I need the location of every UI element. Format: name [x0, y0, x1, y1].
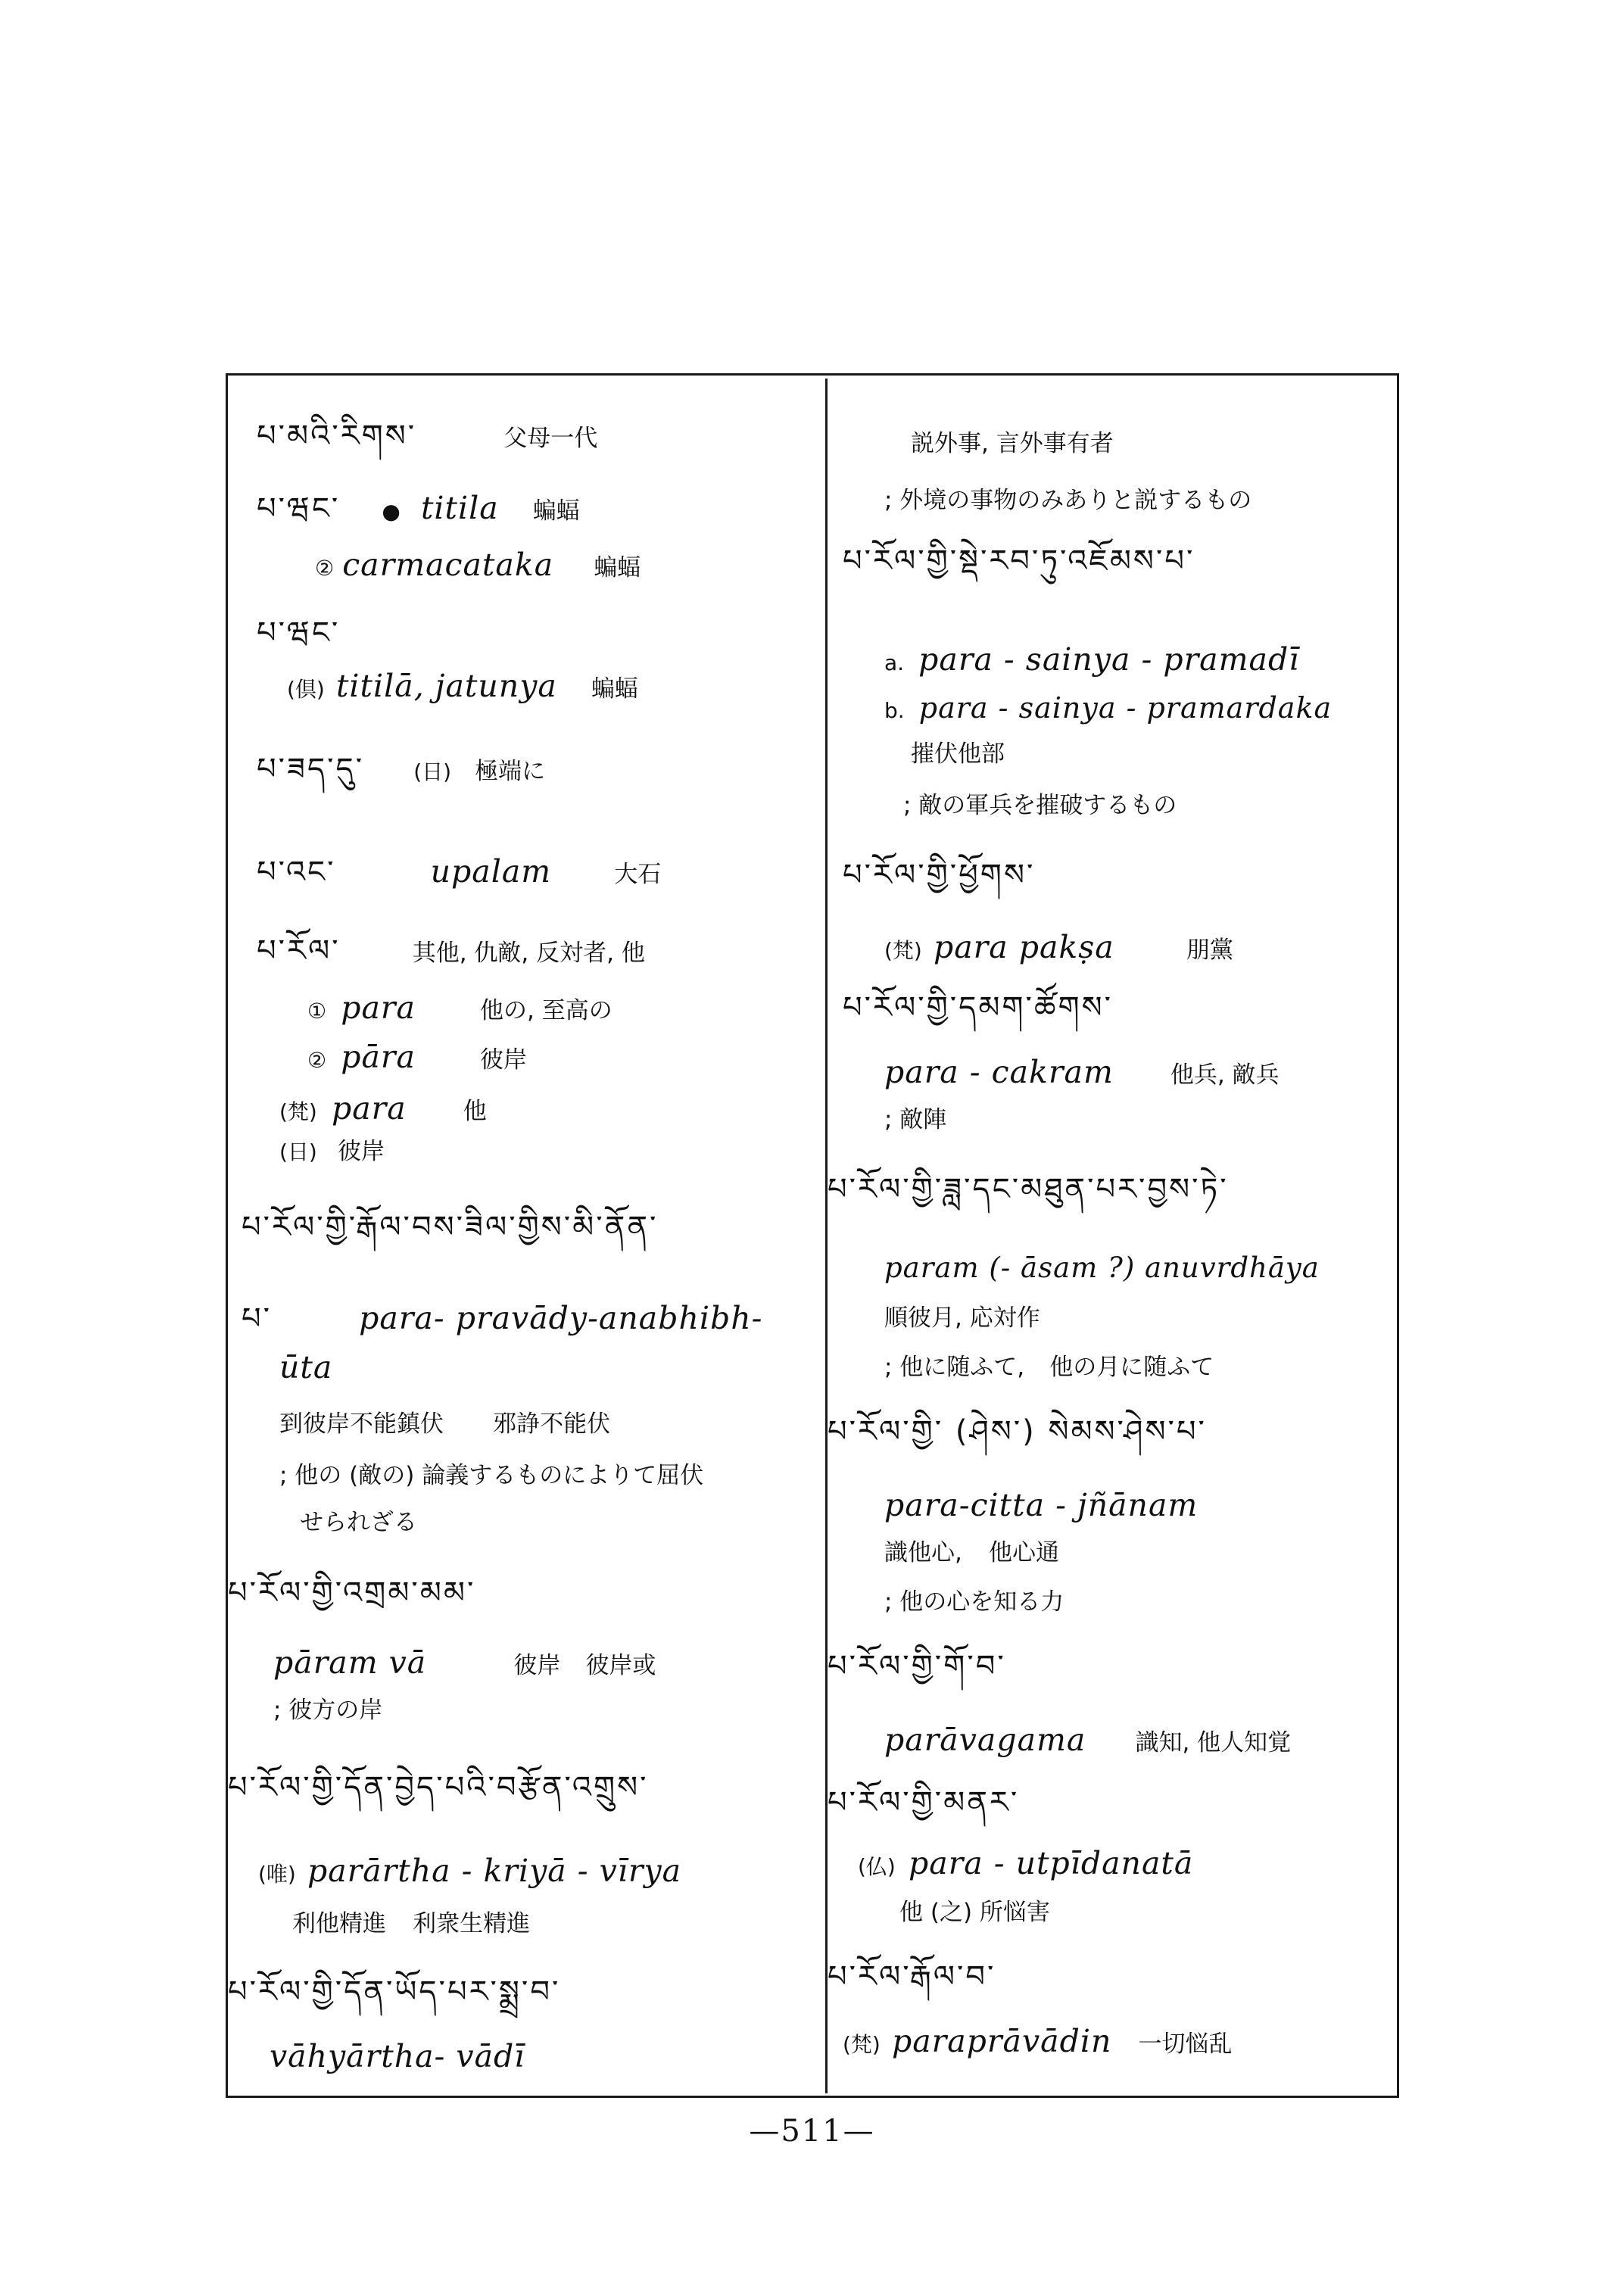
japanese-gloss: 利他精進: [292, 1910, 386, 1937]
tibetan-headword: པ་རོལ་རྒོལ་བ་: [828, 1959, 996, 1994]
sense-marker: b.: [884, 698, 905, 723]
dictionary-entry: [884, 489, 1252, 513]
tibetan-headword: པ་རོལ་གྱི་ཕྱོགས་: [843, 858, 1036, 893]
japanese-gloss: 彼岸: [513, 1652, 561, 1679]
dictionary-entry: [279, 1140, 385, 1164]
sanskrit-equivalent: carmacataka: [342, 547, 554, 583]
dictionary-entry: [884, 929, 1233, 965]
tibetan-headword: པ་རོལ་: [257, 933, 341, 968]
dictionary-entry: [884, 1487, 1199, 1523]
japanese-gloss: せられざる: [300, 1509, 417, 1536]
tibetan-headword: པ་རོལ་གྱི་ཟླ་དང་མཐུན་པར་བྱས་ཏེ་: [828, 1172, 1229, 1207]
dictionary-entry: [828, 1959, 996, 1994]
sense-marker: ●: [382, 499, 401, 524]
japanese-gloss: 他: [463, 1098, 487, 1125]
sense-marker: (唯): [258, 1862, 296, 1887]
tibetan-headword: པ་རོལ་གྱི་སྡེ་རབ་ཏུ་འཇོམས་པ་: [843, 544, 1195, 578]
dictionary-entry: [843, 990, 1113, 1025]
sense-marker: (梵): [843, 2032, 881, 2057]
dictionary-entry: [884, 1588, 1064, 1616]
dictionary-entry: [279, 1410, 611, 1438]
japanese-gloss: ; 彼方の岸: [273, 1697, 383, 1724]
dictionary-entry: [911, 740, 1005, 768]
dictionary-entry: [884, 691, 1333, 725]
sense-marker: (日): [279, 1139, 317, 1164]
japanese-gloss: ; 敵陣: [884, 1106, 947, 1133]
sense-marker: (梵): [279, 1099, 317, 1124]
japanese-gloss: 朋黨: [1186, 937, 1233, 964]
tibetan-headword: པ་ཝང་: [257, 491, 341, 526]
dictionary-entry: [884, 1722, 1292, 1758]
sanskrit-equivalent: para: [331, 1090, 407, 1127]
dictionary-entry: [273, 1644, 656, 1681]
japanese-gloss: 他 (之) 所悩害: [899, 1899, 1050, 1926]
sanskrit-equivalent: para - sainya - pramadī: [918, 641, 1300, 678]
japanese-gloss: 摧伏他部: [911, 740, 1005, 768]
sanskrit-equivalent: pāra: [341, 1039, 416, 1075]
dictionary-entry: [884, 1251, 1320, 1284]
dictionary-entry: [858, 1845, 1194, 1881]
japanese-gloss: 他の, 至高の: [480, 997, 613, 1024]
tibetan-headword: པ་རོལ་གྱི་འགྲམ་མམ་: [228, 1576, 476, 1610]
sense-marker: ②: [307, 1048, 327, 1073]
dictionary-entry: [228, 1977, 560, 2007]
dictionary-entry: [292, 1912, 530, 1936]
japanese-gloss: ; 外境の事物のみありと説するもの: [884, 487, 1252, 514]
dictionary-entry: [911, 432, 1114, 456]
sanskrit-equivalent: upalam: [430, 853, 552, 890]
sanskrit-equivalent: para: [341, 990, 416, 1026]
japanese-gloss: ; 他の (敵の) 論義するものによりて屈伏: [279, 1462, 704, 1489]
dictionary-entry: [279, 1090, 487, 1127]
sense-marker: ②: [315, 556, 335, 581]
sense-marker: a.: [884, 650, 905, 675]
dictionary-entry: [273, 1699, 382, 1722]
japanese-gloss: 識知, 他人知覚: [1135, 1729, 1292, 1756]
dictionary-entry: [843, 2023, 1233, 2059]
japanese-gloss: 蝙蝠: [591, 675, 638, 703]
dictionary-entry: [242, 1300, 763, 1336]
japanese-gloss: 其他, 仇敵, 反対者, 他: [412, 940, 645, 967]
dictionary-entry: [287, 668, 638, 704]
tibetan-headword: པ་: [242, 1301, 273, 1336]
sanskrit-equivalent: ūta: [279, 1349, 333, 1385]
column-divider: [825, 379, 828, 2093]
dictionary-entry: [828, 1414, 1207, 1449]
tibetan-headword: པ་འང་: [257, 855, 336, 890]
sanskrit-equivalent: vāhyārtha- vādī: [270, 2038, 525, 2074]
dictionary-entry: [257, 618, 340, 648]
dictionary-entry: [884, 1356, 1214, 1379]
japanese-gloss: 蝙蝠: [594, 554, 641, 581]
dictionary-entry: [279, 1464, 703, 1488]
japanese-gloss: 順彼月, 応対作: [884, 1304, 1040, 1332]
dictionary-entry: [843, 546, 1195, 576]
dictionary-entry: [884, 1541, 1059, 1565]
sanskrit-equivalent: para - cakram: [884, 1054, 1114, 1090]
sanskrit-equivalent: parārtha - kriyā - vīrya: [307, 1853, 682, 1889]
dictionary-entry: [307, 990, 613, 1026]
dictionary-entry: [884, 1054, 1280, 1090]
dictionary-entry: [279, 1349, 333, 1385]
dictionary-entry: [242, 1210, 659, 1245]
dictionary-entry: [257, 853, 662, 890]
dictionary-entry: [258, 1853, 682, 1889]
japanese-gloss: 一切悩乱: [1138, 2031, 1233, 2058]
sanskrit-equivalent: para-citta - jñānam: [884, 1487, 1199, 1523]
sanskrit-equivalent: para pakṣa: [933, 929, 1114, 965]
tibetan-headword: པ་རོལ་གྱི་རྒོལ་བས་ཟིལ་གྱིས་མི་ནོན་: [242, 1210, 659, 1245]
japanese-gloss: ; 敵の軍兵を摧破するもの: [903, 792, 1177, 819]
tibetan-headword: པ་ཟད་དུ་: [257, 752, 365, 787]
japanese-gloss: 大石: [614, 861, 662, 888]
sense-marker: ①: [307, 999, 327, 1024]
dictionary-entry: [228, 1772, 649, 1803]
japanese-gloss: 彼岸: [480, 1046, 528, 1074]
tibetan-headword: པ་རོལ་གྱི་དམག་ཚོགས་: [843, 990, 1113, 1025]
dictionary-entry: [270, 2038, 525, 2074]
sanskrit-equivalent: titilā, jatunya: [335, 668, 557, 704]
sanskrit-equivalent: para - sainya - pramardaka: [918, 691, 1333, 725]
japanese-gloss: 蝙蝠: [532, 497, 580, 525]
japanese-gloss: 彼岸: [337, 1138, 385, 1165]
dictionary-entry: [315, 547, 641, 583]
dictionary-entry: [228, 1578, 475, 1608]
dictionary-entry: [828, 1651, 1006, 1682]
japanese-gloss: 他兵, 敵兵: [1170, 1061, 1280, 1089]
sense-marker: (日): [413, 759, 452, 784]
japanese-gloss: 極端に: [475, 758, 546, 785]
tibetan-headword: པ་རོལ་གྱི་གོ་བ་: [828, 1649, 1006, 1684]
sanskrit-equivalent: para - utpīdanatā: [908, 1845, 1194, 1881]
tibetan-headword: པ་རོལ་གྱི་མནར་: [828, 1785, 1020, 1820]
tibetan-headword: པ་རོལ་གྱི་དོན་བྱེད་པའི་བརྩོན་འགྲུས་: [228, 1770, 649, 1805]
sanskrit-equivalent: para- pravādy-anabhibh-: [359, 1300, 763, 1336]
dictionary-entry: [257, 752, 546, 787]
tibetan-headword: པ་རོལ་གྱི་ (ཤེས་) སེམས་ཤེས་པ་: [828, 1414, 1207, 1449]
dictionary-entry: [843, 858, 1036, 893]
japanese-gloss: 父母一代: [503, 425, 598, 452]
dictionary-entry: [903, 794, 1177, 818]
japanese-gloss: 邪諍不能伏: [493, 1410, 611, 1438]
tibetan-headword: པ་ཝང་: [257, 616, 341, 650]
dictionary-entry: [257, 419, 598, 454]
tibetan-headword: པ་རོལ་གྱི་དོན་ཡོད་པར་སྨྲ་བ་: [228, 1975, 561, 2009]
japanese-gloss: 利衆生精進: [413, 1910, 531, 1937]
dictionary-entry: [257, 490, 580, 526]
dictionary-entry: [884, 1108, 946, 1132]
sanskrit-equivalent: pāram vā: [273, 1644, 427, 1681]
japanese-gloss: 他の月に随ふて: [1049, 1354, 1214, 1381]
dictionary-entry: [828, 1785, 1020, 1820]
page-number: —511—: [749, 2114, 875, 2149]
japanese-gloss: ; 他に随ふて,: [884, 1354, 1025, 1381]
dictionary-entry: [828, 1174, 1229, 1205]
sanskrit-equivalent: param (- āsam ?) anuvrdhāya: [884, 1251, 1320, 1284]
japanese-gloss: 彼岸或: [585, 1652, 656, 1679]
dictionary-entry: [884, 641, 1300, 678]
sense-marker: (倶): [287, 677, 325, 702]
sanskrit-equivalent: titila: [420, 490, 499, 526]
japanese-gloss: 説外事, 言外事有者: [911, 430, 1114, 457]
dictionary-entry: [257, 933, 645, 968]
dictionary-entry: [884, 1304, 1040, 1332]
dictionary-entry: [300, 1511, 417, 1535]
japanese-gloss: 他心通: [988, 1539, 1059, 1566]
dictionary-page-frame: [226, 373, 1399, 2098]
sense-marker: (仏): [858, 1854, 896, 1879]
japanese-gloss: 到彼岸不能鎮伏: [279, 1410, 444, 1438]
dictionary-entry: [307, 1039, 528, 1075]
japanese-gloss: ; 他の心を知る力: [884, 1588, 1064, 1616]
japanese-gloss: 識他心,: [884, 1539, 962, 1566]
sanskrit-equivalent: parāvagama: [884, 1722, 1086, 1758]
tibetan-headword: པ་མའི་རིགས་: [257, 419, 417, 454]
sanskrit-equivalent: paraprāvādin: [891, 2023, 1112, 2059]
sense-marker: (梵): [884, 938, 922, 963]
dictionary-entry: [899, 1901, 1050, 1925]
